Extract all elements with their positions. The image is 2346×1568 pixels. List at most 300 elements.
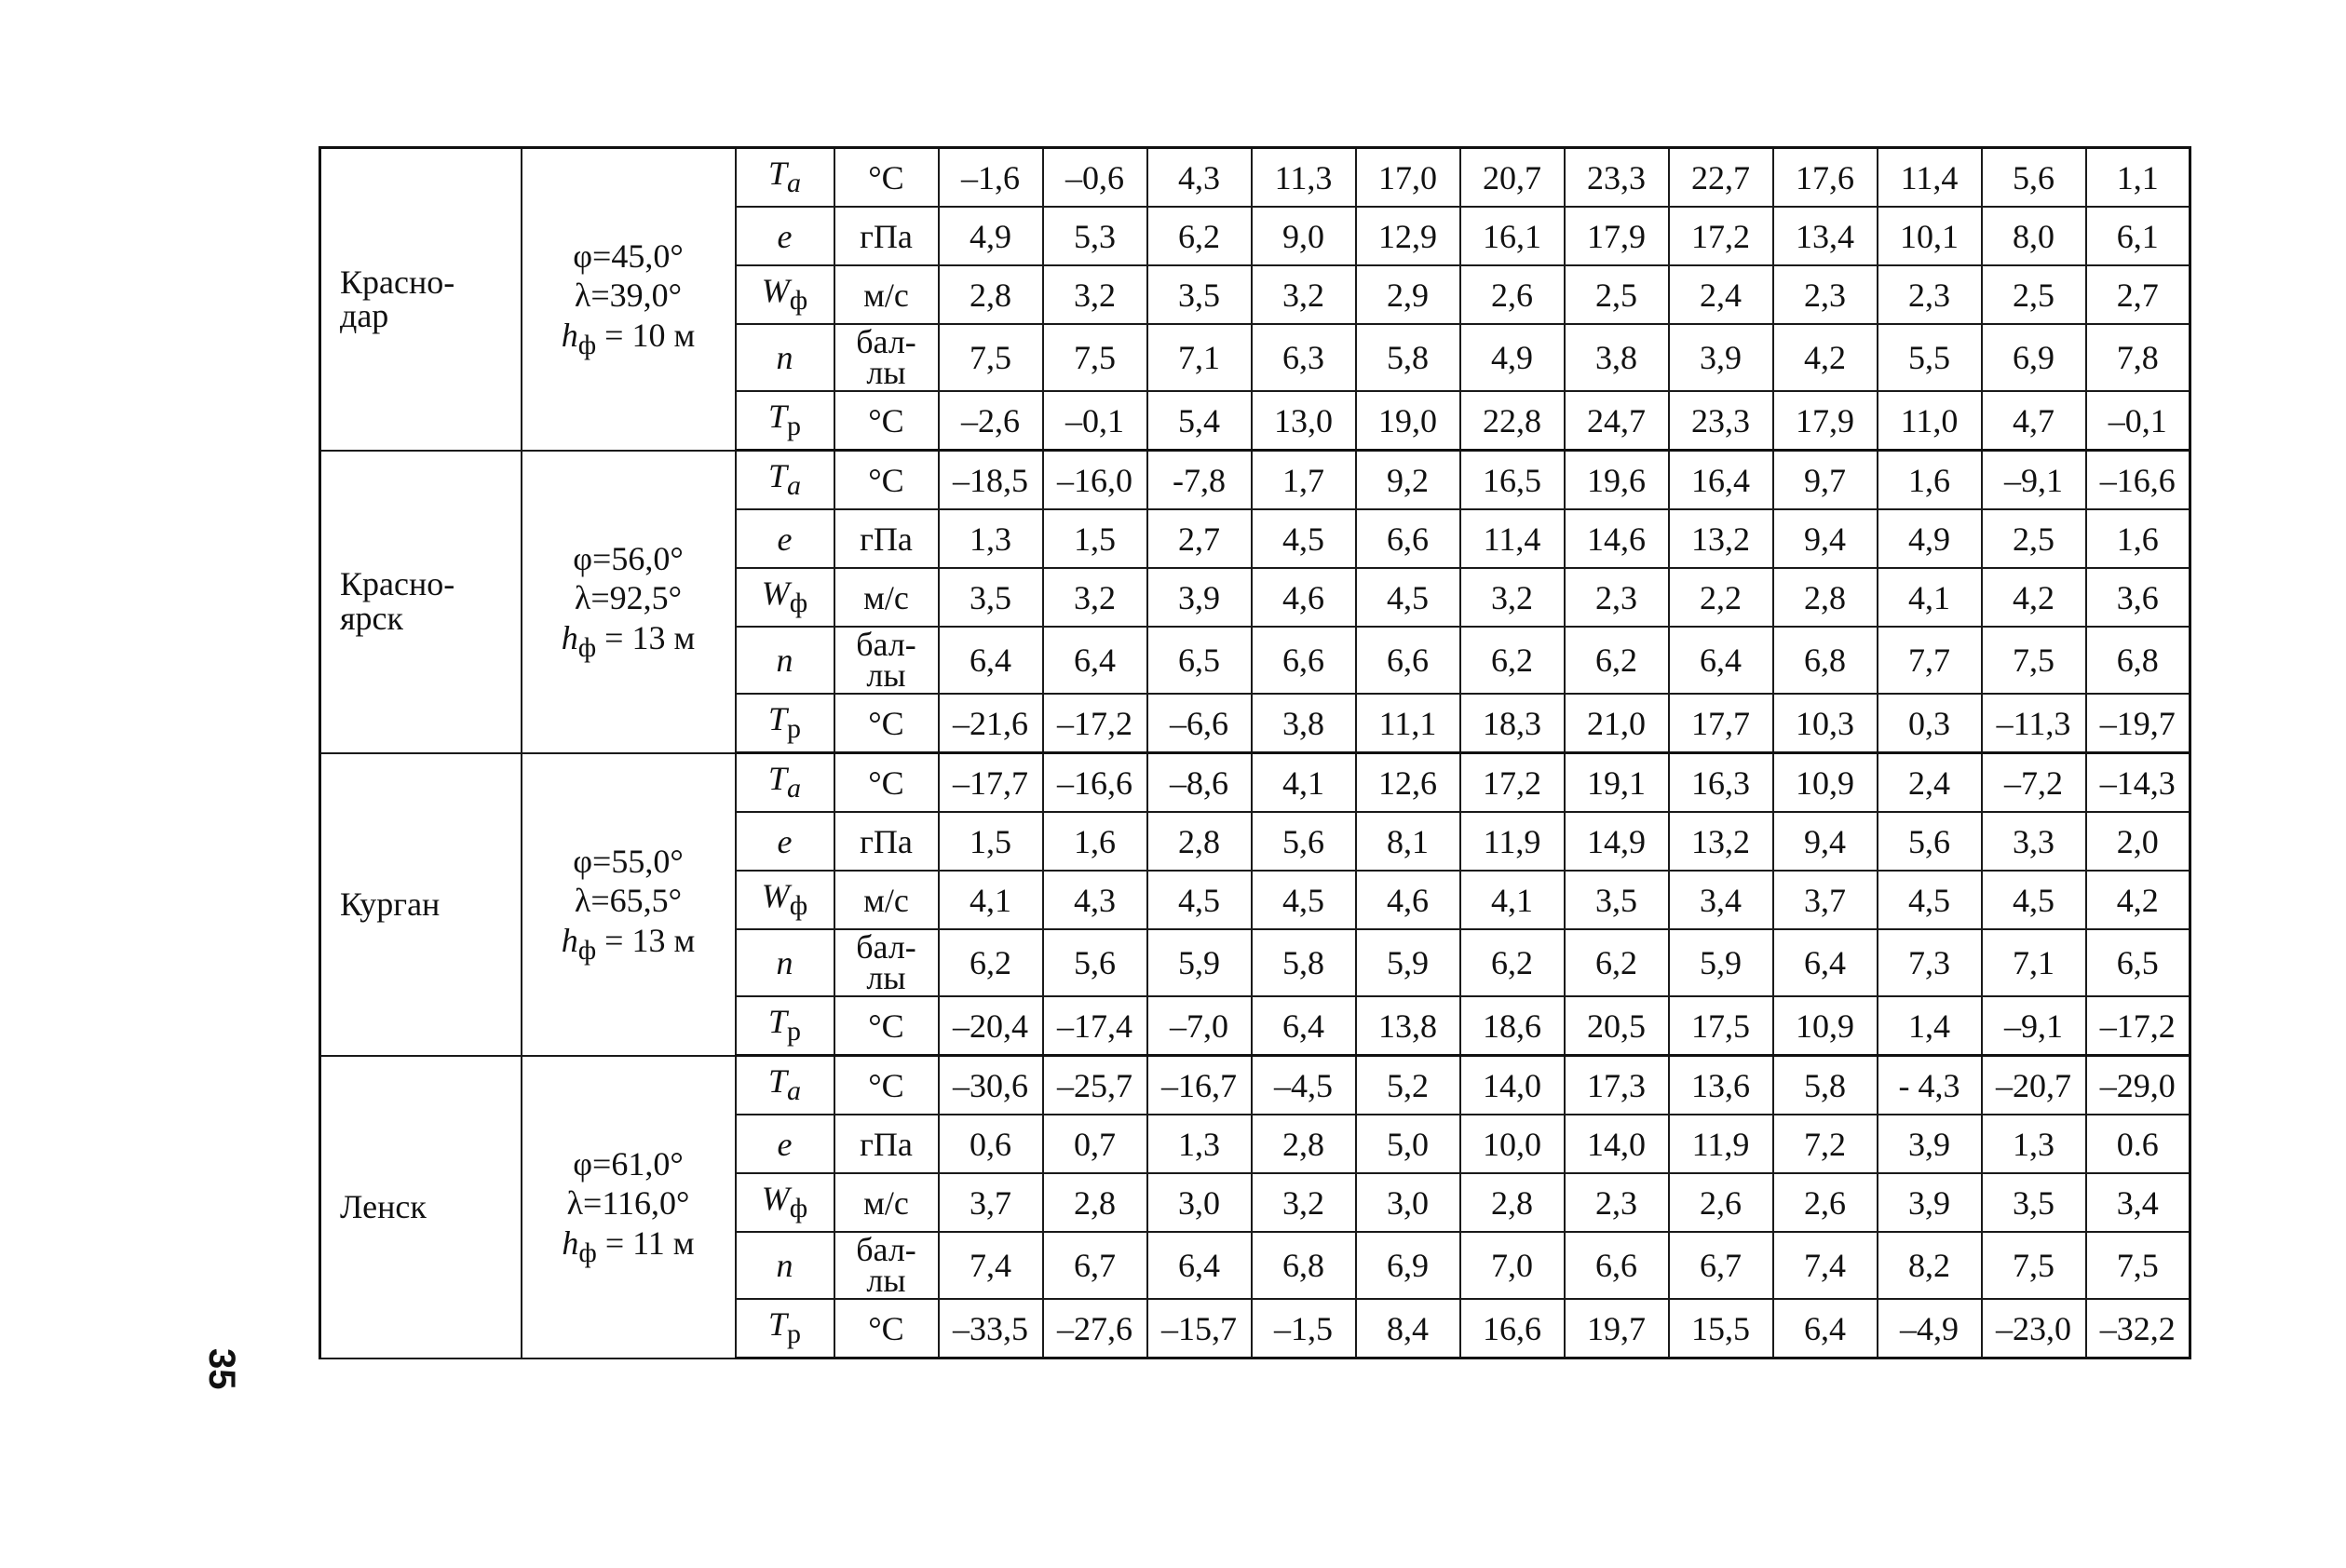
month-value-4: 13,0 — [1252, 391, 1356, 451]
month-value-2: 5,3 — [1043, 207, 1147, 265]
unit: м/с — [834, 568, 939, 627]
month-value-12: –19,7 — [2086, 694, 2190, 753]
parameter-symbol — [736, 324, 834, 391]
parameter-letter: n — [776, 944, 793, 981]
month-value-7: 6,6 — [1565, 1232, 1669, 1299]
month-value-9: 7,4 — [1773, 1232, 1878, 1299]
parameter-symbol — [736, 568, 834, 627]
month-value-4: 6,8 — [1252, 1232, 1356, 1299]
station-name — [320, 451, 522, 753]
month-value-2: –17,2 — [1043, 694, 1147, 753]
month-value-3: 3,9 — [1147, 568, 1252, 627]
month-value-7: 14,9 — [1565, 812, 1669, 871]
month-value-4: 6,6 — [1252, 627, 1356, 694]
station-name-line: Курган — [340, 885, 441, 923]
month-value-8: 3,9 — [1669, 324, 1773, 391]
parameter-symbol — [736, 148, 834, 208]
month-value-12: 3,6 — [2086, 568, 2190, 627]
parameter-letter: n — [776, 339, 793, 376]
month-value-9: 4,2 — [1773, 324, 1878, 391]
parameter-symbol — [736, 1299, 834, 1358]
month-value-1: –2,6 — [939, 391, 1043, 451]
month-value-1: 2,8 — [939, 265, 1043, 324]
month-value-5: 11,1 — [1356, 694, 1460, 753]
month-value-3: -7,8 — [1147, 451, 1252, 510]
month-value-12: 1,1 — [2086, 148, 2190, 208]
unit — [834, 1232, 939, 1299]
month-value-5: 5,0 — [1356, 1115, 1460, 1173]
month-value-12: –29,0 — [2086, 1056, 2190, 1115]
month-value-10: 7,7 — [1878, 627, 1982, 694]
month-value-5: 4,6 — [1356, 871, 1460, 929]
month-value-12: 6,8 — [2086, 627, 2190, 694]
month-value-8: 5,9 — [1669, 929, 1773, 996]
month-value-11: –23,0 — [1982, 1299, 2086, 1358]
month-value-12: 4,2 — [2086, 871, 2190, 929]
month-value-11: 7,1 — [1982, 929, 2086, 996]
month-value-7: 3,8 — [1565, 324, 1669, 391]
parameter-letter: W — [761, 1180, 790, 1218]
month-value-12: 6,5 — [2086, 929, 2190, 996]
parameter-symbol — [736, 871, 834, 929]
climate-table — [319, 146, 2191, 1359]
parameter-subscript: ф — [789, 890, 808, 922]
height-symbol: h — [561, 316, 578, 354]
unit: м/с — [834, 265, 939, 324]
month-value-5: 8,4 — [1356, 1299, 1460, 1358]
month-value-12: 2,7 — [2086, 265, 2190, 324]
height-symbol: h — [561, 618, 578, 656]
station-coordinates — [522, 451, 736, 753]
month-value-10: 11,0 — [1878, 391, 1982, 451]
month-value-5: 9,2 — [1356, 451, 1460, 510]
parameter-subscript: р — [787, 1016, 802, 1048]
station-coordinates — [522, 148, 736, 451]
month-value-3: 4,5 — [1147, 871, 1252, 929]
parameter-symbol — [736, 1232, 834, 1299]
month-value-1: 1,3 — [939, 509, 1043, 568]
month-value-1: 3,7 — [939, 1173, 1043, 1232]
height-symbol: h — [561, 921, 578, 959]
parameter-subscript: a — [787, 470, 802, 502]
month-value-2: 0,7 — [1043, 1115, 1147, 1173]
month-value-5: 5,9 — [1356, 929, 1460, 996]
month-value-4: 11,3 — [1252, 148, 1356, 208]
month-value-2: –0,1 — [1043, 391, 1147, 451]
unit: °С — [834, 148, 939, 208]
month-value-12: 6,1 — [2086, 207, 2190, 265]
latitude: φ=61,0° — [573, 1144, 684, 1183]
month-value-10: 4,9 — [1878, 509, 1982, 568]
month-value-1: 7,5 — [939, 324, 1043, 391]
parameter-subscript: a — [787, 773, 802, 804]
unit: °С — [834, 391, 939, 451]
table-row — [320, 1056, 2190, 1115]
month-value-7: 6,2 — [1565, 627, 1669, 694]
month-value-10: - 4,3 — [1878, 1056, 1982, 1115]
month-value-2: 1,6 — [1043, 812, 1147, 871]
month-value-1: –1,6 — [939, 148, 1043, 208]
parameter-letter: T — [767, 1003, 788, 1041]
month-value-5: 3,0 — [1356, 1173, 1460, 1232]
month-value-2: 6,7 — [1043, 1232, 1147, 1299]
month-value-2: –17,4 — [1043, 996, 1147, 1056]
unit-line: бал- — [856, 1232, 916, 1268]
month-value-9: 10,9 — [1773, 996, 1878, 1056]
month-value-6: 6,2 — [1460, 627, 1565, 694]
month-value-10: 0,3 — [1878, 694, 1982, 753]
month-value-5: 8,1 — [1356, 812, 1460, 871]
station-height — [522, 618, 735, 665]
month-value-2: –16,6 — [1043, 753, 1147, 813]
month-value-4: 4,6 — [1252, 568, 1356, 627]
month-value-8: 13,2 — [1669, 509, 1773, 568]
month-value-11: 3,3 — [1982, 812, 2086, 871]
month-value-1: 6,4 — [939, 627, 1043, 694]
month-value-3: 3,0 — [1147, 1173, 1252, 1232]
latitude: φ=45,0° — [573, 237, 684, 275]
station-height — [522, 1223, 735, 1270]
unit: гПа — [834, 812, 939, 871]
parameter-letter: T — [767, 155, 788, 193]
month-value-11: –7,2 — [1982, 753, 2086, 813]
parameter-symbol — [736, 265, 834, 324]
unit: °С — [834, 1299, 939, 1358]
month-value-8: 15,5 — [1669, 1299, 1773, 1358]
parameter-letter: e — [777, 822, 793, 860]
month-value-11: –9,1 — [1982, 996, 2086, 1056]
parameter-subscript: ф — [789, 285, 808, 317]
month-value-6: 3,2 — [1460, 568, 1565, 627]
month-value-9: 3,7 — [1773, 871, 1878, 929]
month-value-12: –0,1 — [2086, 391, 2190, 451]
height-subscript: ф — [577, 934, 597, 966]
month-value-4: 4,1 — [1252, 753, 1356, 813]
month-value-8: 2,6 — [1669, 1173, 1773, 1232]
month-value-7: 14,6 — [1565, 509, 1669, 568]
month-value-10: 2,4 — [1878, 753, 1982, 813]
month-value-3: 3,5 — [1147, 265, 1252, 324]
month-value-12: –14,3 — [2086, 753, 2190, 813]
parameter-letter: e — [777, 217, 793, 255]
station-name-line: Ленск — [340, 1187, 427, 1225]
unit: °С — [834, 1056, 939, 1115]
month-value-4: 3,2 — [1252, 1173, 1356, 1232]
station-coordinates — [522, 753, 736, 1056]
station-height — [522, 921, 735, 967]
longitude: λ=65,5° — [574, 882, 683, 920]
month-value-6: 17,2 — [1460, 753, 1565, 813]
month-value-7: 21,0 — [1565, 694, 1669, 753]
month-value-2: 3,2 — [1043, 265, 1147, 324]
parameter-letter: W — [761, 272, 790, 310]
unit: гПа — [834, 1115, 939, 1173]
station-name-line: Красно- — [340, 263, 455, 301]
table-row — [320, 753, 2190, 813]
month-value-8: 3,4 — [1669, 871, 1773, 929]
month-value-2: –16,0 — [1043, 451, 1147, 510]
month-value-9: 6,8 — [1773, 627, 1878, 694]
month-value-4: 2,8 — [1252, 1115, 1356, 1173]
station-coordinates — [522, 1056, 736, 1358]
latitude: φ=55,0° — [573, 842, 684, 880]
month-value-6: 22,8 — [1460, 391, 1565, 451]
month-value-11: 4,7 — [1982, 391, 2086, 451]
month-value-1: –33,5 — [939, 1299, 1043, 1358]
month-value-12: 7,5 — [2086, 1232, 2190, 1299]
table-body — [320, 148, 2190, 1358]
unit: °С — [834, 694, 939, 753]
parameter-symbol — [736, 812, 834, 871]
month-value-9: 13,4 — [1773, 207, 1878, 265]
month-value-3: 1,3 — [1147, 1115, 1252, 1173]
month-value-9: 7,2 — [1773, 1115, 1878, 1173]
month-value-1: –21,6 — [939, 694, 1043, 753]
month-value-2: –27,6 — [1043, 1299, 1147, 1358]
month-value-3: 5,4 — [1147, 391, 1252, 451]
month-value-10: 1,4 — [1878, 996, 1982, 1056]
height-subscript: ф — [577, 330, 597, 361]
parameter-subscript: р — [787, 411, 802, 442]
month-value-12: 1,6 — [2086, 509, 2190, 568]
month-value-9: 2,3 — [1773, 265, 1878, 324]
month-value-1: 7,4 — [939, 1232, 1043, 1299]
month-value-9: 5,8 — [1773, 1056, 1878, 1115]
parameter-subscript: р — [787, 1318, 802, 1350]
unit-line: лы — [866, 656, 906, 694]
height-symbol: h — [562, 1223, 579, 1262]
month-value-2: 4,3 — [1043, 871, 1147, 929]
month-value-1: 4,9 — [939, 207, 1043, 265]
height-value: = 10 м — [596, 316, 696, 354]
parameter-letter: T — [767, 760, 788, 798]
month-value-11: 8,0 — [1982, 207, 2086, 265]
month-value-9: 2,6 — [1773, 1173, 1878, 1232]
unit: °С — [834, 451, 939, 510]
month-value-3: 6,2 — [1147, 207, 1252, 265]
month-value-6: 16,6 — [1460, 1299, 1565, 1358]
unit — [834, 627, 939, 694]
parameter-symbol — [736, 1173, 834, 1232]
month-value-6: 18,6 — [1460, 996, 1565, 1056]
month-value-7: 20,5 — [1565, 996, 1669, 1056]
month-value-8: 23,3 — [1669, 391, 1773, 451]
month-value-8: 17,5 — [1669, 996, 1773, 1056]
month-value-7: 17,9 — [1565, 207, 1669, 265]
parameter-subscript: ф — [789, 588, 808, 619]
month-value-7: 2,3 — [1565, 568, 1669, 627]
month-value-10: 5,5 — [1878, 324, 1982, 391]
month-value-7: 17,3 — [1565, 1056, 1669, 1115]
month-value-11: 4,2 — [1982, 568, 2086, 627]
parameter-letter: W — [761, 574, 790, 613]
month-value-5: 17,0 — [1356, 148, 1460, 208]
longitude: λ=39,0° — [574, 277, 683, 315]
month-value-3: 2,7 — [1147, 509, 1252, 568]
month-value-12: 7,8 — [2086, 324, 2190, 391]
month-value-11: 6,9 — [1982, 324, 2086, 391]
month-value-3: –8,6 — [1147, 753, 1252, 813]
month-value-8: 13,6 — [1669, 1056, 1773, 1115]
month-value-11: 7,5 — [1982, 627, 2086, 694]
unit — [834, 324, 939, 391]
month-value-10: 4,5 — [1878, 871, 1982, 929]
month-value-6: 11,4 — [1460, 509, 1565, 568]
month-value-6: 6,2 — [1460, 929, 1565, 996]
station-name — [320, 753, 522, 1056]
month-value-1: –18,5 — [939, 451, 1043, 510]
month-value-8: 6,7 — [1669, 1232, 1773, 1299]
month-value-12: –16,6 — [2086, 451, 2190, 510]
parameter-symbol — [736, 929, 834, 996]
month-value-4: 3,2 — [1252, 265, 1356, 324]
month-value-7: 23,3 — [1565, 148, 1669, 208]
unit-line: бал- — [856, 627, 916, 663]
unit-line: бал- — [856, 929, 916, 966]
station-name — [320, 1056, 522, 1358]
month-value-6: 2,6 — [1460, 265, 1565, 324]
parameter-symbol — [736, 207, 834, 265]
month-value-10: 5,6 — [1878, 812, 1982, 871]
month-value-6: 18,3 — [1460, 694, 1565, 753]
month-value-5: 12,6 — [1356, 753, 1460, 813]
month-value-8: 2,2 — [1669, 568, 1773, 627]
month-value-11: 5,6 — [1982, 148, 2086, 208]
parameter-letter: T — [767, 700, 788, 738]
month-value-6: 16,5 — [1460, 451, 1565, 510]
month-value-6: 14,0 — [1460, 1056, 1565, 1115]
month-value-12: 0.6 — [2086, 1115, 2190, 1173]
month-value-2: 2,8 — [1043, 1173, 1147, 1232]
month-value-6: 4,1 — [1460, 871, 1565, 929]
month-value-11: –11,3 — [1982, 694, 2086, 753]
month-value-10: 10,1 — [1878, 207, 1982, 265]
parameter-subscript: a — [787, 168, 802, 199]
month-value-1: –30,6 — [939, 1056, 1043, 1115]
parameter-symbol — [736, 996, 834, 1056]
height-subscript: ф — [578, 1237, 597, 1268]
month-value-11: –9,1 — [1982, 451, 2086, 510]
month-value-3: 4,3 — [1147, 148, 1252, 208]
month-value-7: 24,7 — [1565, 391, 1669, 451]
month-value-2: 3,2 — [1043, 568, 1147, 627]
month-value-1: –20,4 — [939, 996, 1043, 1056]
unit-line: лы — [866, 959, 906, 996]
month-value-7: 19,7 — [1565, 1299, 1669, 1358]
month-value-2: 1,5 — [1043, 509, 1147, 568]
page-number: 35 — [201, 1348, 242, 1390]
unit: °С — [834, 996, 939, 1056]
month-value-9: 6,4 — [1773, 929, 1878, 996]
month-value-8: 11,9 — [1669, 1115, 1773, 1173]
month-value-9: 10,3 — [1773, 694, 1878, 753]
month-value-5: 12,9 — [1356, 207, 1460, 265]
station-name-line: Красно- — [340, 565, 455, 603]
month-value-11: 1,3 — [1982, 1115, 2086, 1173]
month-value-3: –15,7 — [1147, 1299, 1252, 1358]
station-name-line: ярск — [340, 600, 404, 637]
month-value-1: 1,5 — [939, 812, 1043, 871]
month-value-11: 2,5 — [1982, 265, 2086, 324]
month-value-10: 8,2 — [1878, 1232, 1982, 1299]
longitude: λ=92,5° — [574, 579, 683, 617]
month-value-3: –6,6 — [1147, 694, 1252, 753]
month-value-5: 5,2 — [1356, 1056, 1460, 1115]
month-value-5: 6,6 — [1356, 627, 1460, 694]
parameter-symbol — [736, 1056, 834, 1115]
month-value-12: –32,2 — [2086, 1299, 2190, 1358]
month-value-11: 4,5 — [1982, 871, 2086, 929]
month-value-6: 7,0 — [1460, 1232, 1565, 1299]
height-subscript: ф — [577, 631, 597, 663]
month-value-5: 6,6 — [1356, 509, 1460, 568]
month-value-7: 2,5 — [1565, 265, 1669, 324]
month-value-3: 7,1 — [1147, 324, 1252, 391]
parameter-letter: T — [767, 1305, 788, 1344]
month-value-4: –1,5 — [1252, 1299, 1356, 1358]
month-value-9: 10,9 — [1773, 753, 1878, 813]
month-value-4: 4,5 — [1252, 871, 1356, 929]
month-value-6: 16,1 — [1460, 207, 1565, 265]
station-name-line: дар — [340, 297, 389, 335]
parameter-letter: n — [776, 1247, 793, 1284]
month-value-7: 2,3 — [1565, 1173, 1669, 1232]
unit — [834, 929, 939, 996]
month-value-10: 1,6 — [1878, 451, 1982, 510]
month-value-3: 2,8 — [1147, 812, 1252, 871]
month-value-10: 3,9 — [1878, 1115, 1982, 1173]
table-row — [320, 451, 2190, 510]
unit: м/с — [834, 871, 939, 929]
parameter-letter: e — [777, 1125, 793, 1163]
parameter-symbol — [736, 753, 834, 813]
month-value-6: 10,0 — [1460, 1115, 1565, 1173]
month-value-5: 6,9 — [1356, 1232, 1460, 1299]
month-value-5: 13,8 — [1356, 996, 1460, 1056]
month-value-6: 11,9 — [1460, 812, 1565, 871]
table-row — [320, 148, 2190, 208]
parameter-subscript: ф — [789, 1193, 808, 1224]
parameter-letter: n — [776, 642, 793, 679]
month-value-9: 2,8 — [1773, 568, 1878, 627]
month-value-2: –25,7 — [1043, 1056, 1147, 1115]
month-value-10: –4,9 — [1878, 1299, 1982, 1358]
parameter-letter: e — [777, 520, 793, 558]
month-value-3: 6,4 — [1147, 1232, 1252, 1299]
month-value-7: 6,2 — [1565, 929, 1669, 996]
month-value-7: 14,0 — [1565, 1115, 1669, 1173]
month-value-1: 0,6 — [939, 1115, 1043, 1173]
parameter-symbol — [736, 1115, 834, 1173]
unit: гПа — [834, 207, 939, 265]
station-height — [522, 316, 735, 362]
month-value-9: 9,4 — [1773, 509, 1878, 568]
parameter-symbol — [736, 391, 834, 451]
unit-line: лы — [866, 1262, 906, 1299]
height-value: = 11 м — [596, 1223, 695, 1262]
month-value-2: 6,4 — [1043, 627, 1147, 694]
month-value-4: 6,4 — [1252, 996, 1356, 1056]
month-value-2: 7,5 — [1043, 324, 1147, 391]
month-value-4: –4,5 — [1252, 1056, 1356, 1115]
parameter-symbol — [736, 451, 834, 510]
month-value-10: 4,1 — [1878, 568, 1982, 627]
month-value-4: 3,8 — [1252, 694, 1356, 753]
month-value-9: 6,4 — [1773, 1299, 1878, 1358]
parameter-letter: W — [761, 877, 790, 915]
month-value-1: –17,7 — [939, 753, 1043, 813]
month-value-7: 19,1 — [1565, 753, 1669, 813]
